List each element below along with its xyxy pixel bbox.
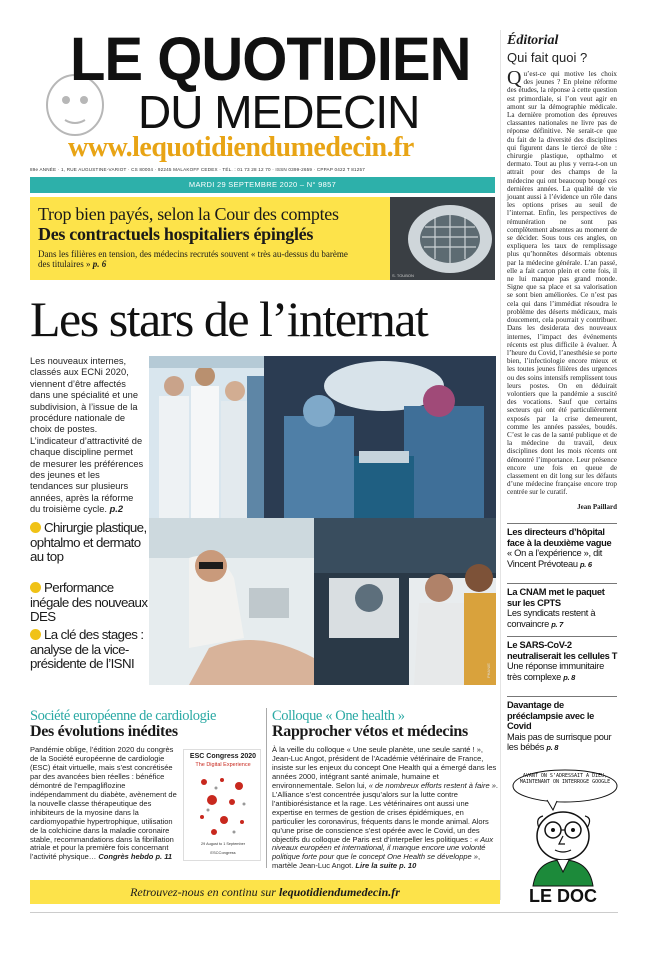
photo-interns	[149, 356, 264, 518]
ad-date: 29 August to 1 September	[201, 842, 245, 846]
top-photo-credit: S. TOUBON	[392, 273, 414, 278]
bullet-text: Performance inégale des nouveaux DES	[30, 580, 148, 624]
brief-text: « On a l’expérience », dit Vincent Prévoteau	[507, 548, 603, 569]
section2-text: À la veille du colloque « Une seule planète, une seule santé ! », Jean-Luc Angot, président de l’Académie vétérinaire de France, insiste sur les enjeux du concept One Health qui a émergé dans les années 2000, intégrant santé animale, humaine et environnementale. Selon lui,	[272, 745, 497, 790]
section2-text: . L’Alliance s’est concentrée jusqu’alors sur la lutte contre l’antibiorésistance et la rage. Les vétérinaires ont aussi une expertise en termes de gestion de crises épidémiques, en particulier les coronavirus, fréquents dans le monde animal. Alors qu’une prise de conscience s’est opérée avec le Covid, un des objectifs du colloque de Paris est d’interpeller les politiques :	[272, 780, 498, 844]
brief-divider	[507, 583, 617, 584]
section2-body	[272, 746, 498, 871]
bullet-item-2[interactable]	[30, 581, 148, 625]
top-story-headline2[interactable]: Des contractuels hospitaliers épinglés	[38, 224, 314, 244]
le-doc-cartoon	[507, 768, 619, 908]
brief-title: Le SARS-CoV-2 neutraliserait les cellules T	[507, 640, 618, 661]
section2-page: Lire la suite p. 10	[355, 861, 417, 871]
brief-title: Les directeurs d’hôpital face à la deuxième vague	[507, 527, 612, 548]
issue-date-bar: MARDI 29 SEPTEMBRE 2020 – N° 9857	[30, 177, 495, 193]
section1-title[interactable]: Des évolutions inédites	[30, 723, 178, 740]
section1-page: Congrès hebdo p. 11	[98, 852, 172, 862]
footer-site[interactable]: lequotidiendumedecin.fr	[278, 885, 400, 899]
masthead-info: 89e ANNÉE · 1, RUE AUGUSTINE-VARIOT · CS 80004 · 92245 MALAKOFF CEDEX · TÉL. : 01 73 28 12 70 · ISSN 0399-2659 · CPPAP 0422 T 81257	[30, 167, 366, 172]
bottom-rule	[30, 912, 618, 913]
footer-banner[interactable]	[30, 880, 500, 904]
column-rule	[500, 30, 501, 900]
hospital-ceiling-image	[390, 197, 495, 280]
masthead-title-line2: DU MEDECIN	[138, 86, 420, 138]
bullet-dot-icon	[30, 522, 41, 533]
section1-text: Pandémie oblige, l’édition 2020 du congrès de la Société européenne de cardiologie (ESC) était virtuelle, mais s’est concrétisée par des avancées bien réelles : bénéfice démontré de l’empagliflozine indépendamment du diabète, avènement de la nouvelle classe thérapeutique des inhibiteurs de la myosine dans la cardiomyopathie hypertrophique, utilisation de la colchicine dans la maladie coronaire stable, recommandations dans la fibrillation atriale et pour la première fois concernant l’activité physique…	[30, 745, 177, 862]
bullet-dot-icon	[30, 629, 41, 640]
editorial-label: Éditorial	[507, 33, 559, 48]
bullet-item-3[interactable]	[30, 628, 148, 672]
brief-page: p. 7	[551, 619, 563, 629]
masthead-title-line1: LE QUOTIDIEN	[70, 25, 471, 94]
brief-title: La CNAM met le paquet sur les CPTS	[507, 587, 605, 608]
top-story-sub	[38, 249, 358, 269]
photo-credit: PHANIE	[486, 663, 491, 678]
esc-congress-ad[interactable]	[183, 749, 261, 861]
footer-prefix: Retrouvez-nous en continu sur	[130, 885, 276, 899]
bullet-text: Chirurgie plastique, ophtalmo et dermato au top	[30, 520, 147, 564]
brief-divider	[507, 636, 617, 637]
section2-quote: « de nombreux efforts restent à faire »	[368, 780, 496, 790]
section1-kicker[interactable]: Société européenne de cardiologie	[30, 708, 217, 724]
section2-kicker[interactable]: Colloque « One health »	[272, 708, 405, 724]
photo-dermatology	[149, 518, 314, 685]
brief-page: p. 8	[546, 743, 559, 753]
brief-title: Davantage de prééclampsie avec le Covid	[507, 700, 595, 732]
ad-dots-graphic	[194, 772, 252, 838]
section2-text: , martèle Jean-Luc Angot.	[272, 852, 481, 871]
photo-ophthalmology	[314, 518, 496, 685]
ad-title: ESC Congress 2020	[189, 753, 257, 760]
bullet-dot-icon	[30, 582, 41, 593]
brief-divider	[507, 696, 617, 697]
section2-quote: « Aux niveaux européen et international, il manque encore une volonté politique forte pour que le concept One Health se développe »	[272, 834, 494, 862]
brief-text: Une réponse immunitaire très complexe	[507, 661, 604, 682]
lead-paragraph	[30, 356, 145, 516]
top-story-photo	[390, 197, 495, 280]
brief-item-4[interactable]	[507, 700, 619, 754]
lead-page: p.2	[109, 504, 124, 515]
section-divider	[266, 708, 267, 868]
cartoon-name: LE DOC	[528, 886, 598, 906]
masthead-url[interactable]: www.lequotidiendumedecin.fr	[68, 132, 414, 163]
ad-registration: ESCCongress	[210, 850, 236, 855]
photo-surgery	[264, 356, 496, 518]
brief-page: p. 8	[563, 672, 576, 682]
cartoon-speech: AVANT ON S’ADRESSAIT À DIEU, MAINTENANT ON INTERROGE GOOGLE	[519, 773, 611, 785]
brief-text: Mais pas de surrisque pour les bébés	[507, 731, 612, 753]
brief-text: Les syndicats restent à convaincre	[507, 608, 596, 629]
brief-item-3[interactable]	[507, 640, 619, 683]
editorial-title[interactable]: Qui fait quoi ?	[507, 50, 588, 65]
section2-title[interactable]: Rapprocher vétos et médecins	[272, 723, 468, 740]
brief-item-2[interactable]	[507, 587, 619, 630]
top-story-sub-text: Dans les filières en tension, des médecins recrutés souvent « très au-dessus du barème des titulaires »	[38, 249, 348, 269]
brief-item-1[interactable]	[507, 527, 619, 570]
masthead[interactable]	[30, 25, 490, 163]
brief-divider	[507, 523, 617, 524]
lead-text: Les nouveaux internes, classés aux ECNi 2020, viennent d’être affectés dans une spécialité et une subdivision, à l’issue de la procédure nationale de choix de postes. L’indicateur d’attractivité de chaque discipline permet de mesurer les préférences des jeunes et les tendances sur plusieurs années, après la réforme du troisième cycle.	[30, 356, 144, 515]
editorial-body: Qu’est-ce qui motive les choix des jeunes ? En pleine réforme des études, la réponse à cette question est primordiale, si l’on veut agir en amont sur la démographie médicale. La dernière promotion des épreuves classantes nationales ne livre pas de réponse définitive. Ne serait-ce que du fait de la diversité des disciplines qui figurent dans le tiercé de tête : chirurgie plastique, opthalmo et dermato. Tout au plus y verra-t-on un attrait pour des champs de la médecine qui ont beaucoup bougé ces dernières années. La qualité de vie jouant aussi à l’évidence un rôle dans les options prises au seuil de l’internat. Enfin, les perspectives de rémunération ne sont pas complètement absentes au moment de se décider. Sous tous ces angles, on expliquera les taux de remplissage plus qu’honnêtes désormais obtenus par la médecine générale. L’an passé, elle a fait carton plein et cette fois, il ne lui manque pas grand monde. Signe que sa place et sa valorisation se sont bien améliorées. Ce n’est pas cela qui dans l’immédiat résoudra le problème des déserts médicaux, mais doucement, cela pourrait y contribuer. Dans les desiderata des nouveaux internes, l’impact des événements récents est plus difficile à évaluer. À l’heure du Covid, l’anesthésie se porte bien, l’infectiologie encore mieux et les toutes jeunes filières des urgences ou des soins intensifs remplissent tous leurs postes. On en déduirait volontiers que la pandémie a suscité des vocations. Sauf que certains secteurs qui ont été particulièrement exposés par la crise demeurent, comme les années passées, boudés. C’est le cas de la santé publique et de la médecine du travail, deux disciplines dont les mois récents ont démontré l’importance. Leur présence encore une fois en queue de classement en dit long sur les défauts d’une médecine française encore trop centrée sur le curatif.	[507, 67, 617, 497]
section1-body	[30, 746, 178, 862]
bullet-item-1[interactable]	[30, 521, 148, 565]
main-headline[interactable]: Les stars de l’internat	[30, 291, 428, 347]
bullet-text: La clé des stages : analyse de la vice-présidente de l’ISNI	[30, 627, 144, 671]
ad-subtitle: The Digital Experience	[195, 762, 251, 768]
editorial-author: Jean Paillard	[577, 503, 617, 511]
top-story-page: p. 6	[92, 259, 107, 269]
brief-page: p. 6	[580, 559, 592, 569]
top-story-headline1[interactable]: Trop bien payés, selon la Cour des comptes	[38, 204, 339, 224]
